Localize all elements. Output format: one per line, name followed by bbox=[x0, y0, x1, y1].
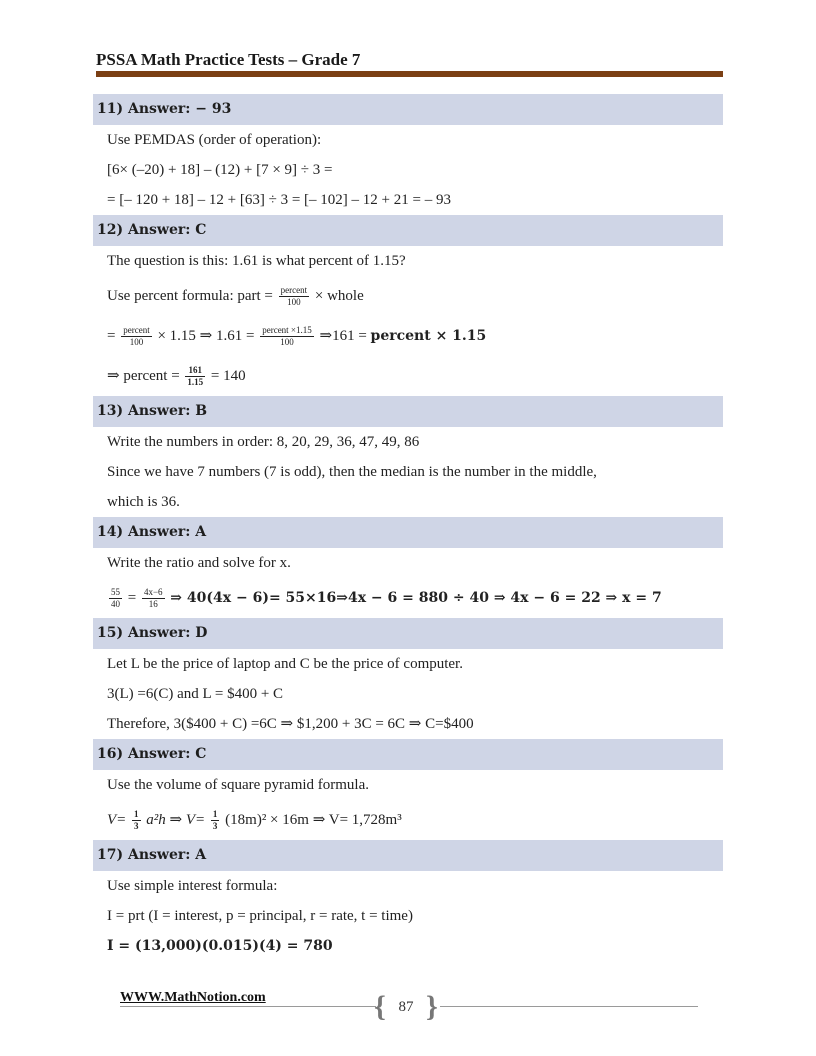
page-header-title: PSSA Math Practice Tests – Grade 7 bbox=[96, 50, 361, 69]
text: = 140 bbox=[210, 368, 246, 384]
answer-key-content bbox=[93, 94, 723, 961]
answer-line bbox=[93, 276, 723, 316]
answer-line: [6× (–20) + 18] – (12) + [7 × 9] ÷ 3 = bbox=[107, 162, 333, 178]
answer-heading-13: 13) Answer: B bbox=[93, 396, 723, 427]
text: Use percent formula: part = bbox=[107, 288, 273, 304]
answer-heading-11: 11) Answer: − 93 bbox=[93, 94, 723, 125]
page-number: 87 bbox=[398, 999, 414, 1015]
answer-heading-12: 12) Answer: C bbox=[93, 215, 723, 246]
fraction bbox=[260, 325, 314, 348]
numerator: percent bbox=[123, 325, 150, 336]
text: = bbox=[127, 590, 137, 606]
text: a²h ⇒ V= bbox=[146, 812, 206, 828]
footer-rule-left bbox=[120, 1006, 376, 1007]
fraction bbox=[132, 809, 141, 832]
answer-line bbox=[93, 800, 723, 840]
numerator: percent bbox=[280, 285, 308, 296]
text: × whole bbox=[314, 288, 364, 304]
denominator: 1.15 bbox=[187, 377, 204, 388]
fraction bbox=[211, 809, 220, 832]
right-bracket-icon: } bbox=[426, 990, 438, 1023]
answer-line: 3(L) =6(C) and L = $400 + C bbox=[107, 686, 284, 702]
answer-line bbox=[93, 356, 723, 396]
answer-line: I = prt (I = interest, p = principal, r = rate, t = time) bbox=[107, 908, 413, 924]
denominator: 16 bbox=[148, 599, 158, 610]
answer-line bbox=[93, 578, 723, 618]
answer-line: = [– 120 + 18] – 12 + [63] ÷ 3 = [– 102] – 12 + 21 = – 93 bbox=[107, 192, 451, 208]
denominator: 100 bbox=[287, 297, 301, 308]
answer-heading-15: 15) Answer: D bbox=[93, 618, 723, 649]
numerator: 55 bbox=[111, 587, 120, 598]
answer-line: Use PEMDAS (order of operation): bbox=[107, 132, 322, 148]
numerator: 161 bbox=[185, 365, 205, 377]
numerator: 4x−6 bbox=[143, 587, 163, 598]
footer-website: WWW.MathNotion.com bbox=[120, 990, 266, 1005]
text: × 1.15 ⇒ 1.61 = bbox=[157, 328, 255, 344]
numerator: percent ×1.15 bbox=[262, 325, 312, 336]
footer-rule-right bbox=[440, 1006, 698, 1007]
answer-line bbox=[93, 316, 723, 356]
answer-line: The question is this: 1.61 is what percent of 1.15? bbox=[107, 253, 406, 269]
denominator: 40 bbox=[111, 599, 120, 610]
numerator: 1 bbox=[212, 809, 218, 820]
text: ⇒ percent = bbox=[107, 368, 180, 384]
answer-heading-14: 14) Answer: A bbox=[93, 517, 723, 548]
left-bracket-icon: { bbox=[374, 990, 386, 1023]
answer-line: Therefore, 3($400 + C) =6C ⇒ $1,200 + 3C = 6C ⇒ C=$400 bbox=[107, 716, 474, 732]
fraction bbox=[142, 587, 165, 610]
fraction bbox=[121, 325, 151, 348]
fraction bbox=[185, 365, 205, 388]
header-divider bbox=[96, 71, 723, 77]
answer-heading-16: 16) Answer: C bbox=[93, 739, 723, 770]
denominator: 3 bbox=[134, 821, 139, 832]
text: = bbox=[107, 328, 116, 344]
answer-heading-17: 17) Answer: A bbox=[93, 840, 723, 871]
fraction bbox=[279, 285, 309, 308]
text: V= bbox=[107, 812, 127, 828]
text: percent × 1.15 bbox=[370, 328, 487, 344]
answer-line: Use simple interest formula: bbox=[107, 878, 278, 894]
denominator: 100 bbox=[129, 337, 144, 348]
answer-line: Use the volume of square pyramid formula. bbox=[107, 777, 370, 793]
answer-line: Write the numbers in order: 8, 20, 29, 36, 47, 49, 86 bbox=[107, 434, 420, 450]
answer-line: Let L be the price of laptop and C be the price of computer. bbox=[107, 656, 463, 672]
answer-line: I = (13,000)(0.015)(4) = 780 bbox=[107, 938, 333, 954]
numerator: 1 bbox=[134, 809, 139, 820]
text: ⇒161 = bbox=[319, 328, 367, 344]
denominator: 3 bbox=[212, 821, 218, 832]
fraction bbox=[109, 587, 122, 610]
answer-line: which is 36. bbox=[107, 494, 180, 510]
answer-line: Since we have 7 numbers (7 is odd), then the median is the number in the middle, bbox=[107, 464, 597, 480]
denominator: 100 bbox=[280, 337, 294, 348]
text: ⇒ 40(4x − 6)= 55×16⇒4x − 6 = 880 ÷ 40 ⇒ 4x − 6 = 22 ⇒ x = 7 bbox=[170, 590, 662, 606]
text: (18m)² × 16m ⇒ V= 1,728m³ bbox=[225, 812, 402, 828]
answer-line: Write the ratio and solve for x. bbox=[107, 555, 291, 571]
